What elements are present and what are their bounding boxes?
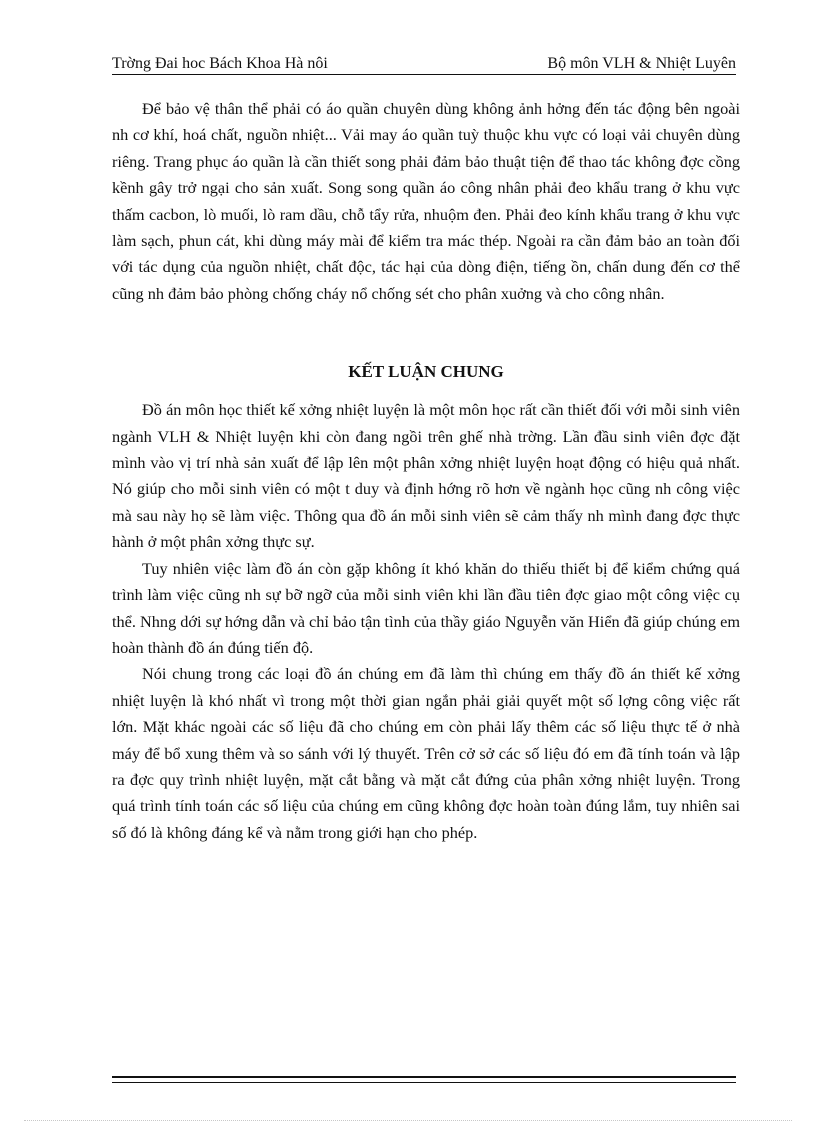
conclusion-paragraph: Tuy nhiên việc làm đồ án còn gặp không ít khó khăn do thiếu thiết bị để kiểm chứng quá trình làm việc cũng nh sự bỡ ngỡ của mỗi sinh viên khi lần đầu tiên đợc giao một công việc cụ thể. Nhng dới sự hớng dẫn và chỉ bảo tận tình của thầy giáo Nguyễn văn Hiển đã giúp chúng em hoàn thành đồ án đúng tiến độ.: [112, 558, 740, 657]
header-institution: Trờng Đai hoc Bách Khoa Hà nôi: [112, 55, 328, 72]
footer-rule-thin: [112, 1082, 736, 1083]
header-rule: [112, 74, 736, 75]
header-department: Bộ môn VLH & Nhiệt Luyên: [547, 55, 736, 72]
section-title: KẾT LUẬN CHUNG: [348, 362, 504, 382]
conclusion-paragraph: Đồ án môn học thiết kế xởng nhiệt luyện là một môn học rất cần thiết đối với mỗi sinh viên ngành VLH & Nhiệt luyện khi còn đang ngồi trên ghế nhà trờng. Lần đầu sinh viên đợc đặt mình vào vị trí nhà sản xuất để lập lên một phân xởng nhiệt luyện hoạt động có hiệu quả nhất. Nó giúp cho mỗi sinh viên có một t duy và định hớng rõ hơn về ngành học cũng nh công việc mà sau này họ sẽ làm việc. Thông qua đồ án mỗi sinh viên sẽ cảm thấy nh mình đang đợc thực hành ở một phân xởng thực sự.: [112, 400, 740, 552]
footer-rule: [112, 1076, 736, 1078]
document-body: [112, 96, 740, 846]
conclusion-paragraph: Nói chung trong các loại đồ án chúng em đã làm thì chúng em thấy đồ án thiết kế xởng nhiệt luyện là khó nhất vì trong một thời gian ngắn phải giải quyết một số lợng công việc rất lớn. Mặt khác ngoài các số liệu đã cho chúng em còn phải lấy thêm các số liệu thực tế ở nhà máy để bổ xung thêm và so sánh với lý thuyết. Trên cở sở các số liệu đó em đã tính toán và lập ra đợc quy trình nhiệt luyện, mặt cắt bằng và mặt cắt đứng của phân xởng nhiệt luyện. Trong quá trình tính toán các số liệu của chúng em cũng không đợc hoàn toàn đúng lắm, tuy nhiên sai số đó là không đáng kể và nằm trong giới hạn cho phép.: [112, 664, 740, 842]
intro-paragraph: Để bảo vệ thân thể phải có áo quần chuyên dùng không ảnh hởng đến tác động bên ngoài nh cơ khí, hoá chất, nguồn nhiệt... Vải may áo quần tuỳ thuộc khu vực có loại vải chuyên dùng riêng. Trang phục áo quần là cần thiết song phải đảm bảo thuật tiện để thao tác không đợc cồng kềnh gây trở ngại cho sản xuất. Song song quần áo công nhân phải đeo khẩu trang ở khu vực thấm cacbon, lò muối, lò ram dầu, chỗ tẩy rửa, nhuộm đen. Phải đeo kính khẩu trang ở khu vực làm sạch, phun cát, khi dùng máy mài để kiểm tra mác thép. Ngoài ra cần đảm bảo an toàn đối với tác dụng của nguồn nhiệt, chất độc, tác hại của dòng điện, tiếng ồn, chấn dung đến cơ thể cũng nh đảm bảo phòng chống cháy nổ chống sét cho phân xuởng và cho công nhân.: [112, 99, 740, 303]
page-bottom-edge: [24, 1120, 792, 1121]
